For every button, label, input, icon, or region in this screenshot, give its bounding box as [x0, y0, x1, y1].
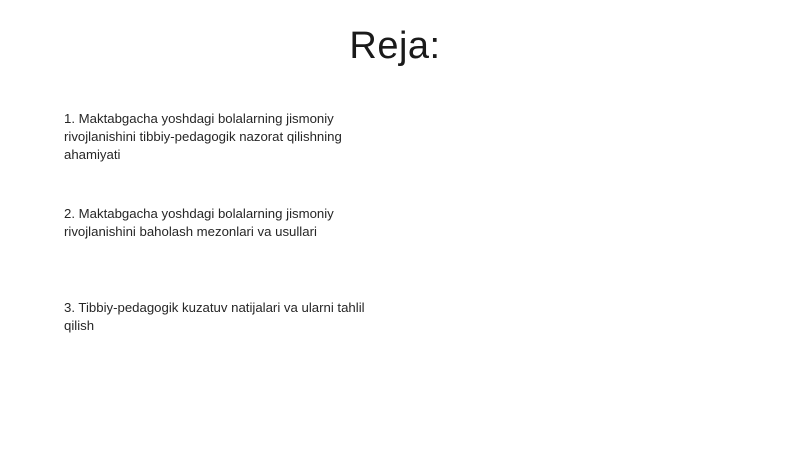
slide-title: Reja: — [349, 25, 441, 67]
agenda-item-2: 2. Maktabgacha yoshdagi bolalarning jismoniy rivojlanishini baholash mezonlari va usullari — [64, 206, 334, 239]
agenda-item-1: 1. Maktabgacha yoshdagi bolalarning jismoniy rivojlanishini tibbiy-pedagogik nazorat qilishning ahamiyati — [64, 111, 342, 162]
agenda-item-3: 3. Tibbiy-pedagogik kuzatuv natijalari va ularni tahlil qilish — [64, 300, 365, 333]
